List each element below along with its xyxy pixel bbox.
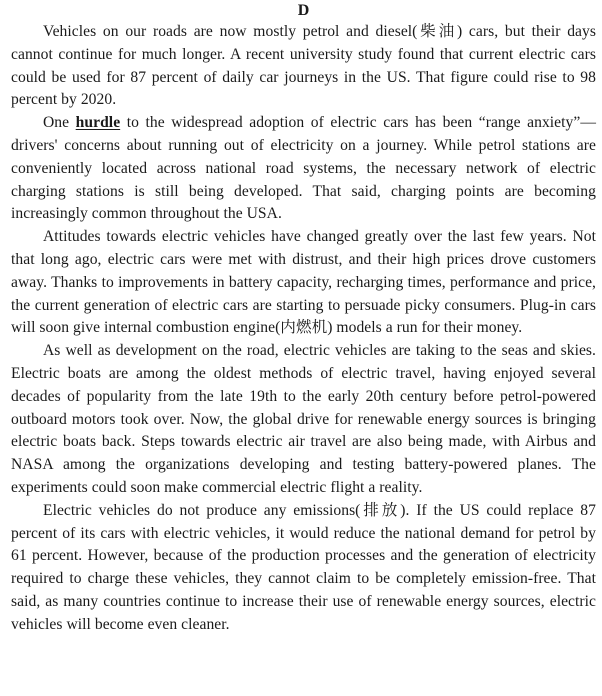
section-letter: D [297, 2, 310, 19]
paragraph-5: Electric vehicles do not produce any emissions(排放). If the US could replace 87 percent of its cars with electric vehicles, it would reduce the national demand for petrol by 61 percent. However, because of the production processes and the generation of electricity required to charge these vehicles, they cannot claim to be completely emission-free. That said, as many countries continue to increase their use of renewable energy sources, electric vehicles will become even cleaner. [11, 501, 596, 633]
paragraph-3: Attitudes towards electric vehicles have changed greatly over the last few years. Not that long ago, electric cars were met with distrust, and their high prices drove customers away. Thanks to improvements in battery capacity, recharging times, performance and price, the current generation of electric cars are starting to persuade picky consumers. Plug-in cars will soon give internal combustion engine(内燃机) models a run for their money. [11, 228, 596, 337]
paragraph-2 [11, 112, 596, 226]
paragraph-4: As well as development on the road, electric vehicles are taking to the seas and skies. Electric boats are among the oldest methods of electric travel, having enjoyed several decades of popularity from the late 19th to the early 20th century before petrol-powered outboard motors took over. Now, the global drive for renewable energy sources is bringing electric boats back. Steps towards electric air travel are also being made, with Airbus and NASA among the organizations developing and testing battery-powered planes. The experiments could soon make commercial electric flight a reality. [11, 342, 596, 496]
paragraph-2-before: One [43, 114, 76, 132]
paragraph-2-after: to the widespread adoption of electric cars has been “range anxiety”—drivers' concerns about running out of electricity on a journey. While petrol stations are conveniently located across national road systems, the necessary network of electric charging stations is still being developed. That said, charging points are becoming increasingly common throughout the USA. [11, 114, 596, 223]
paragraph-1: Vehicles on our roads are now mostly petrol and diesel(柴油) cars, but their days cannot continue for much longer. A recent university study found that current electric cars could be used for 87 percent of daily car journeys in the US. That figure could rise to 98 percent by 2020. [11, 23, 596, 109]
highlighted-word-hurdle: hurdle [75, 114, 121, 132]
